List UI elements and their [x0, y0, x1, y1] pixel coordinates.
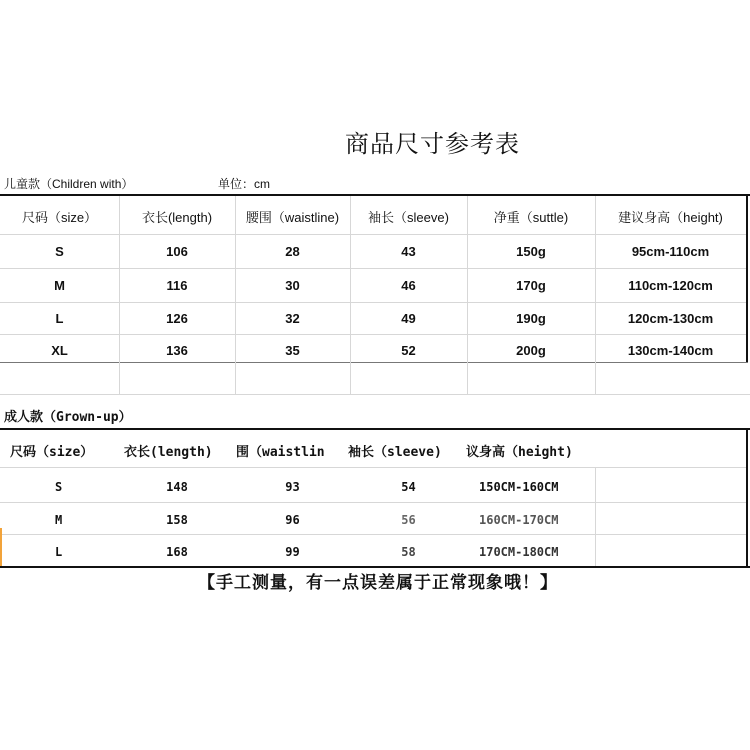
adult-header-sleeve: 袖长（sleeve): [348, 445, 442, 460]
adult-cell: 168: [166, 545, 188, 559]
page-title: 商品尺寸参考表: [345, 130, 520, 158]
adult-section-label: 成人款（Grown-up）: [4, 410, 132, 425]
kids-cell: 130cm-140cm: [627, 343, 714, 358]
kids-cell: 43: [401, 244, 416, 259]
adult-cell: 96: [285, 513, 300, 527]
kids-cell: S: [55, 244, 64, 259]
adult-table-top-rule: [0, 428, 750, 430]
adult-cell: 93: [285, 480, 300, 494]
adult-grid-line: [0, 502, 746, 503]
adult-table-right-rule: [746, 428, 748, 566]
adult-header-size: 尺码（size）: [10, 445, 94, 460]
adult-cell: 160CM-170CM: [479, 513, 559, 527]
accent-mark: [0, 528, 2, 566]
kids-cell: 95cm-110cm: [631, 244, 710, 259]
kids-cell: 126: [166, 311, 188, 326]
adult-header-height: 议身高（height): [466, 445, 573, 460]
kids-table-bottom-rule: [0, 362, 748, 363]
kids-header-weight: 净重（suttle): [493, 210, 569, 225]
kids-cell: 30: [285, 278, 300, 293]
kids-cell: L: [55, 311, 64, 326]
kids-grid-line: [0, 234, 746, 235]
kids-cell: XL: [51, 343, 68, 358]
kids-header-length: 衣长(length): [141, 210, 213, 225]
adult-cell: 56: [401, 513, 416, 527]
adult-cell: 99: [285, 545, 300, 559]
kids-table-right-rule: [746, 194, 748, 362]
adult-cell: S: [55, 480, 63, 494]
kids-cell: 110cm-120cm: [628, 278, 713, 293]
kids-section-label: 儿童款（Children with）: [4, 177, 134, 191]
kids-cell: M: [54, 278, 65, 293]
adult-grid-line: [0, 534, 746, 535]
kids-cell: 35: [285, 343, 300, 358]
adult-cell: 170CM-180CM: [479, 545, 559, 559]
adult-header-length: 衣长(length): [124, 445, 213, 460]
kids-header-height: 建议身高（height): [618, 210, 723, 225]
kids-header-sleeve: 袖长（sleeve): [368, 210, 449, 225]
adult-grid-line: [0, 467, 746, 468]
kids-cell: 190g: [516, 311, 546, 326]
adult-header-waist: 围（waistlin: [236, 445, 325, 460]
kids-cell: 150g: [516, 244, 546, 259]
kids-cell: 200g: [516, 343, 546, 358]
kids-cell: 49: [401, 311, 416, 326]
kids-header-size: 尺码（size）: [21, 210, 98, 225]
kids-cell: 136: [166, 343, 188, 358]
adult-grid-col: [595, 467, 596, 566]
kids-cell: 32: [285, 311, 300, 326]
kids-cell: 170g: [516, 278, 546, 293]
kids-cell: 28: [285, 244, 300, 259]
kids-grid-line: [0, 268, 746, 269]
adult-cell: 158: [166, 513, 188, 527]
kids-cell: 52: [401, 343, 416, 358]
adult-cell: 58: [401, 545, 416, 559]
kids-grid-line: [0, 334, 746, 335]
kids-table-top-rule: [0, 194, 750, 196]
adult-cell: 148: [166, 480, 188, 494]
footer-note: 【手工测量，有一点误差属于正常现象哦！】: [198, 573, 558, 593]
kids-grid-line: [0, 394, 750, 395]
kids-cell: 116: [166, 278, 188, 293]
kids-cell: 120cm-130cm: [627, 311, 714, 326]
adult-cell: L: [55, 545, 63, 559]
kids-cell: 46: [401, 278, 416, 293]
adult-cell: 150CM-160CM: [479, 480, 559, 494]
kids-cell: 106: [166, 244, 188, 259]
kids-grid-line: [0, 302, 746, 303]
adult-cell: 54: [401, 480, 416, 494]
kids-header-waist: 腰围（waistline): [245, 210, 340, 225]
unit-label: 单位：cm: [218, 177, 270, 191]
adult-cell: M: [55, 513, 63, 527]
